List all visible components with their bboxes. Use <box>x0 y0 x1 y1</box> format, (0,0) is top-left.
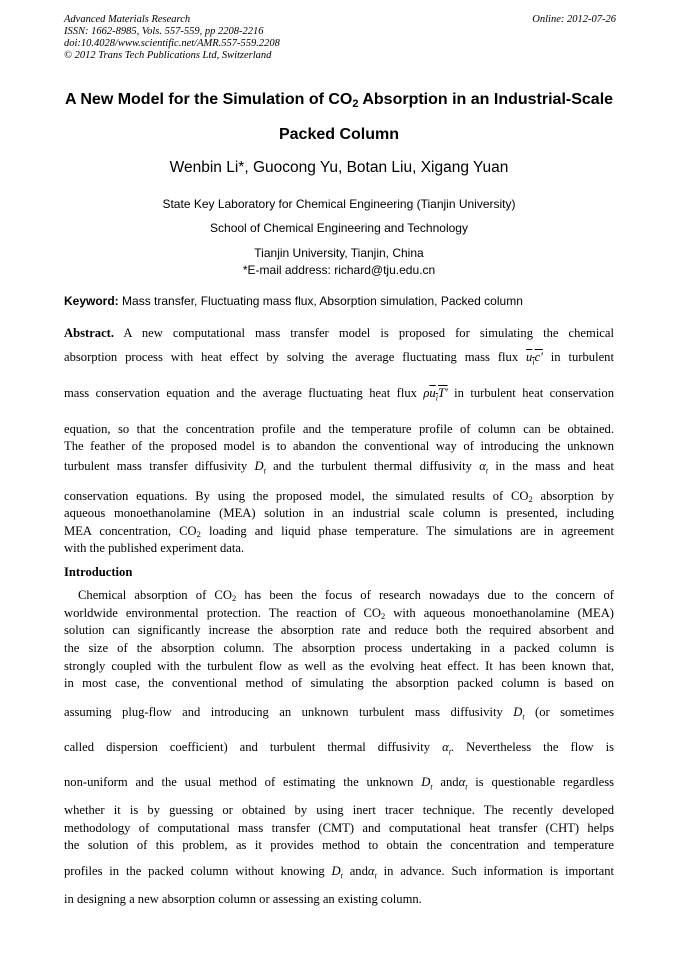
intro-line-9: non-uniform and the usual method of estimating the unknown $D_t$ andα$_t$ is questionable regardless <box>64 775 614 792</box>
abstract-label: Abstract. <box>64 326 115 340</box>
intro-line-11: methodology of computational mass transfer (CMT) and computational heat transfer (CHT) helps <box>64 821 614 835</box>
intro-line-7: assuming plug-flow and introducing an unknown turbulent mass diffusivity $D_t$ (or sometimes <box>64 705 615 722</box>
journal-header <box>64 14 616 62</box>
paper-title-line-1: A New Model for the Simulation of $CO_2$ Absorption in an Industrial-Scale <box>64 91 614 110</box>
intro-line-13: profiles in the packed column without knowing $D_t$ andα$_t$ in advance. Such information is important <box>64 864 614 881</box>
author-list: Wenbin Li*, Guocong Yu, Botan Liu, Xigang Yuan <box>169 159 509 176</box>
affiliation-school: School of Chemical Engineering and Technology <box>210 221 468 235</box>
abstract-line-7: conservation equations. By using the proposed model, the simulated results of $CO_2$ absorption by <box>64 489 615 504</box>
paper-title-line-2: Packed Column <box>278 126 400 143</box>
abstract-line-8: aqueous monoethanolamine (MEA) solution in an industrial scale column is presented, including <box>64 506 614 520</box>
abstract-line-1: Abstract. A new computational mass transfer model is proposed for simulating the chemical <box>64 326 614 340</box>
intro-line-1: Chemical absorption of $CO_2$ has been the focus of research nowadays due to the concern of <box>78 588 615 603</box>
abstract-line-5: The feather of the proposed model is to abandon the conventional way of introducing the unknown <box>64 439 614 453</box>
intro-line-10: whether it is by guessing or obtained by using inert tracer technique. The recently developed <box>64 803 614 817</box>
journal-name: Advanced Materials Research <box>64 14 191 25</box>
issn-line: ISSN: 1662-8985, Vols. 557-559, pp 2208-2216 <box>64 26 264 37</box>
abstract-line-2: absorption process with heat effect by solving the average fluctuating mass flux $u_ic'$ in turbulent <box>64 350 614 367</box>
intro-line-8: called dispersion coefficient) and turbulent thermal diffusivity $\alpha_t$. Nevertheless the flow is <box>64 740 615 757</box>
online-date: Online: 2012-07-26 <box>532 14 616 25</box>
thermal-diffusivity-symbol: $\alpha_t$ <box>458 775 468 792</box>
abstract-line-6: turbulent mass transfer diffusivity $D_t$ and the turbulent thermal diffusivity $\alpha_t$ in the mass and heat <box>64 459 614 476</box>
fluctuating-mass-flux-symbol: $u_ic'$ <box>526 350 543 367</box>
intro-line-4: the size of the absorption column. The absorption process undertaking in a packed column is <box>64 641 614 655</box>
mass-diffusivity-symbol: $D_t$ <box>331 864 343 881</box>
abstract-line-4: equation, so that the concentration profile and the temperature profile of column can be obtained. <box>64 422 614 436</box>
author-email[interactable]: *E-mail address: richard@tju.edu.cn <box>242 263 436 277</box>
intro-line-2: worldwide environmental protection. The reaction of $CO_2$ with aqueous monoethanolamine (MEA) <box>64 606 614 621</box>
thermal-diffusivity-symbol: $\alpha_t$ <box>479 459 489 476</box>
thermal-diffusivity-symbol: $\alpha_t$ <box>442 740 451 757</box>
mass-diffusivity-symbol: $D_t$ <box>513 705 525 722</box>
intro-line-12: the solution of this problem, as it provides method to obtain the concentration and temperature <box>64 838 614 852</box>
intro-line-14: in designing a new absorption column or assessing an existing column. <box>64 892 422 906</box>
intro-line-3: solution can significantly increase the absorption rate and reduce both the required absorbent and <box>64 623 614 637</box>
doi-line[interactable]: doi:10.4028/www.scientific.net/AMR.557-559.2208 <box>64 38 280 49</box>
abstract-line-3: mass conservation equation and the average fluctuating heat flux $\rho u_iT'$ in turbulent heat conservation <box>64 386 614 403</box>
intro-line-6: in most case, the conventional method of simulating the absorption packed column is based on <box>64 676 614 690</box>
thermal-diffusivity-symbol: $\alpha_t$ <box>367 864 377 881</box>
mass-diffusivity-symbol: $D_t$ <box>421 775 433 792</box>
section-heading-introduction: Introduction <box>64 565 133 579</box>
keywords: Keyword: Mass transfer, Fluctuating mass flux, Absorption simulation, Packed column <box>64 294 523 308</box>
abstract-line-10: with the published experiment data. <box>64 541 245 555</box>
affiliation-lab: State Key Laboratory for Chemical Engineering (Tianjin University) <box>162 197 516 211</box>
abstract-line-9: MEA concentration, $CO_2$ loading and liquid phase temperature. The simulations are in agreement <box>64 524 614 539</box>
copyright-line: © 2012 Trans Tech Publications Ltd, Switzerland <box>64 50 272 61</box>
intro-line-5: strongly coupled with the turbulent flow as well as the evolving heat effect. It has been known that, <box>64 659 614 673</box>
fluctuating-heat-flux-symbol: $\rho u_iT'$ <box>423 386 448 403</box>
mass-diffusivity-symbol: $D_t$ <box>254 459 266 476</box>
affiliation-university: Tianjin University, Tianjin, China <box>254 246 424 260</box>
